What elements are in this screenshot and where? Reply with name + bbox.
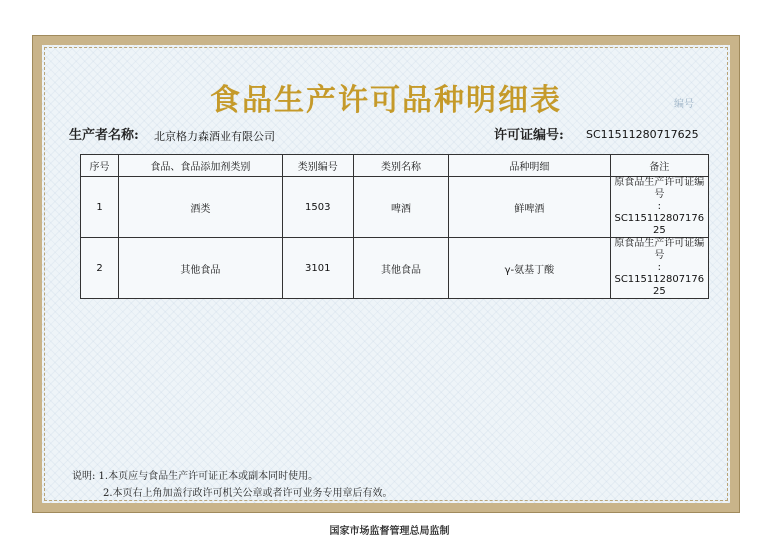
column-header: 品种明细 (449, 155, 611, 177)
footer-issuer: 国家市场监督管理总局监制 (329, 526, 450, 537)
cell-detail: γ-氨基丁酸 (449, 238, 611, 299)
cell-code: 3101 (282, 238, 353, 299)
page-title: 食品生产许可品种明细表 (210, 83, 562, 118)
remark-line1: 原食品生产许可证编号 (614, 177, 705, 200)
producer-value: 北京格力森酒业有限公司 (154, 130, 275, 143)
note-line-2: 2.本页右上角加盖行政许可机关公章或者许可业务专用章后有效。 (103, 488, 393, 499)
remark-line2: : SC115112807176 25 (614, 201, 705, 236)
corner-mark: 编号 (674, 99, 694, 110)
cell-category: 酒类 (119, 177, 283, 238)
remark-line1: 原食品生产许可证编号 (614, 238, 705, 261)
table-row (81, 177, 709, 238)
cell-code: 1503 (282, 177, 353, 238)
certificate-sheet (33, 36, 739, 512)
remark-line2: : SC115112807176 25 (614, 262, 705, 297)
column-header: 类别名称 (353, 155, 448, 177)
license-label: 许可证编号: (494, 128, 564, 143)
cell-category: 其他食品 (119, 238, 283, 299)
cell-no: 2 (81, 238, 119, 299)
column-header: 类别编号 (282, 155, 353, 177)
column-header: 食品、食品添加剂类别 (119, 155, 283, 177)
column-header: 序号 (81, 155, 119, 177)
producer-label: 生产者名称: (69, 128, 139, 143)
cell-no: 1 (81, 177, 119, 238)
variety-table (80, 154, 709, 299)
note-line-1: 说明: 1.本页应与食品生产许可证正本或副本同时使用。 (72, 471, 319, 482)
notes (72, 468, 393, 502)
table-row (81, 238, 709, 299)
license-value: SC11511280717625 (586, 128, 699, 141)
column-header: 备注 (610, 155, 708, 177)
cell-remark (610, 177, 708, 238)
cell-remark (610, 238, 708, 299)
table-header-row (81, 155, 709, 177)
cell-name: 其他食品 (353, 238, 448, 299)
cell-detail: 鲜啤酒 (449, 177, 611, 238)
cell-name: 啤酒 (353, 177, 448, 238)
